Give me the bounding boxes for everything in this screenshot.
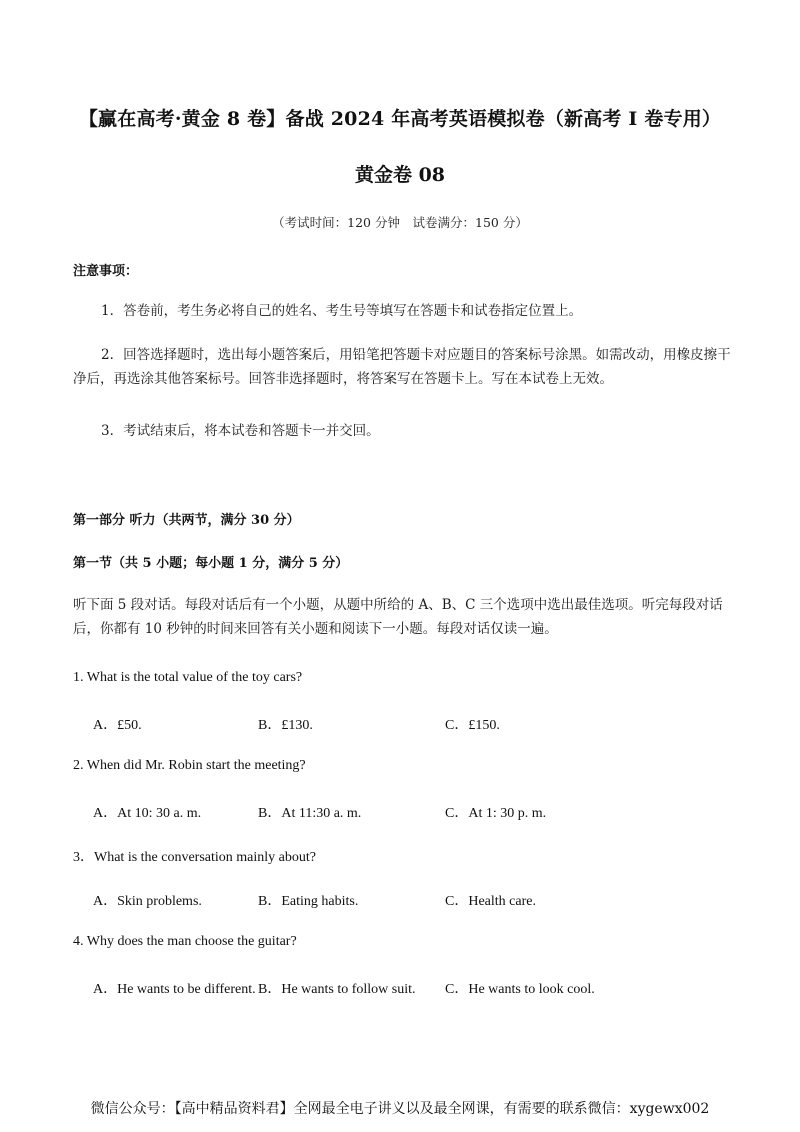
q3-option-a: A．Skin problems. <box>93 894 202 909</box>
question-4: 4. Why does the man choose the guitar? <box>73 934 297 949</box>
question-3: 3．What is the conversation mainly about? <box>73 850 316 865</box>
note-item-2: 2．回答选择题时，选出每小题答案后，用铅笔把答题卡对应题目的答案标号涂黑。如需改动，用橡皮擦干净后，再选涂其他答案标号。回答非选择题时，将答案写在答题卡上。写在本试卷上无效。 <box>73 347 731 387</box>
note-item-3: 3．考试结束后，将本试卷和答题卡一并交回。 <box>101 423 380 439</box>
note-item-1: 1．答卷前，考生务必将自己的姓名、考生号等填写在答题卡和试卷指定位置上。 <box>101 303 583 319</box>
q4-option-b: B．He wants to follow suit. <box>258 982 416 997</box>
question-1: 1. What is the total value of the toy cars? <box>73 670 303 685</box>
exam-time-info: （考试时间：120 分钟 试卷满分：150 分） <box>272 215 528 230</box>
footer-wechat-notice: 微信公众号：【高中精品资料君】全网最全电子讲义以及最全网课，有需要的联系微信：xygewx002 <box>90 1101 710 1117</box>
q2-option-b: B．At 11:30 a. m. <box>258 806 362 821</box>
notes-heading: 注意事项： <box>73 264 139 279</box>
q1-option-c: C．£150. <box>445 718 500 733</box>
part1-heading: 第一部分 听力（共两节，满分 30 分） <box>73 513 300 528</box>
q3-option-b: B．Eating habits. <box>258 894 359 909</box>
q4-option-a: A．He wants to be different. <box>93 982 256 997</box>
section1-heading: 第一节（共 5 小题；每小题 1 分，满分 5 分） <box>73 556 349 571</box>
document-title: 【赢在高考·黄金 8 卷】备战 2024 年高考英语模拟卷（新高考 I 卷专用） <box>78 108 722 130</box>
q1-option-a: A．£50. <box>93 718 142 733</box>
q2-option-c: C．At 1: 30 p. m. <box>445 806 547 821</box>
document-subtitle: 黄金卷 08 <box>354 164 446 186</box>
q1-option-b: B．£130. <box>258 718 313 733</box>
section1-instructions: 听下面 5 段对话。每段对话后有一个小题，从题中所给的 A、B、C 三个选项中选出最佳选项。听完每段对话后，你都有 10 秒钟的时间来回答有关小题和阅读下一小题。每段对话仅读一遍。 <box>73 597 723 637</box>
q4-option-c: C．He wants to look cool. <box>445 982 595 997</box>
q3-option-c: C．Health care. <box>445 894 536 909</box>
question-2: 2. When did Mr. Robin start the meeting? <box>73 758 306 773</box>
q2-option-a: A．At 10: 30 a. m. <box>93 806 202 821</box>
